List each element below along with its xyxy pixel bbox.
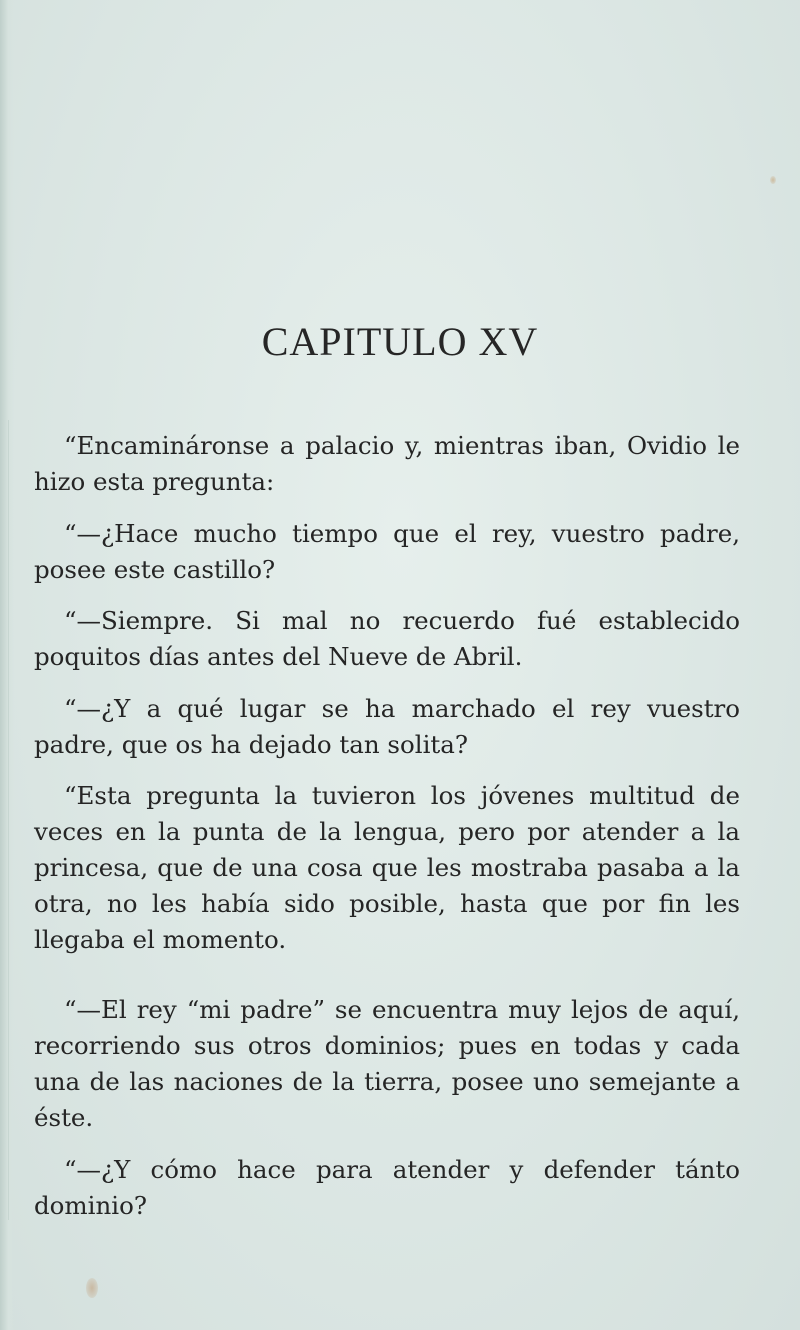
page-binding-edge — [0, 0, 14, 1330]
chapter-title: CAPITULO XV — [261, 319, 539, 364]
paragraph: “Encamináronse a palacio y, mientras iban, Ovidio le hizo esta pregunta: — [34, 431, 740, 496]
paragraph: “—Siempre. Si mal no recuerdo fué establecido poquitos días antes del Nueve de Abril. — [34, 606, 740, 671]
paragraph: “—¿Hace mucho tiempo que el rey, vuestro padre, posee este castillo? — [34, 518, 740, 584]
paragraph: “Esta pregunta la tuvieron los jóvenes multitud de veces en la punta de la lengua, pero por atender a la princesa, que de una cosa que les mostraba pasaba a la otra, no les había sido posible, hasta que por fin les llegaba el momento. — [34, 781, 740, 954]
page-binding-shadow — [8, 420, 9, 1220]
paper-stain — [770, 176, 776, 184]
paragraph: “—¿Y cómo hace para atender y defender tánto dominio? — [34, 1154, 740, 1220]
paper-stain — [86, 1278, 98, 1298]
paragraph: “—¿Y a qué lugar se ha marchado el rey vuestro padre, que os ha dejado tan solita? — [34, 693, 740, 759]
paragraph: “—El rey “mi padre” se encuentra muy lejos de aquí, recorriendo sus otros dominios; pues en todas y cada una de las naciones de la tierra, posee uno semejante a éste. — [34, 995, 740, 1132]
body-text — [34, 428, 740, 1239]
